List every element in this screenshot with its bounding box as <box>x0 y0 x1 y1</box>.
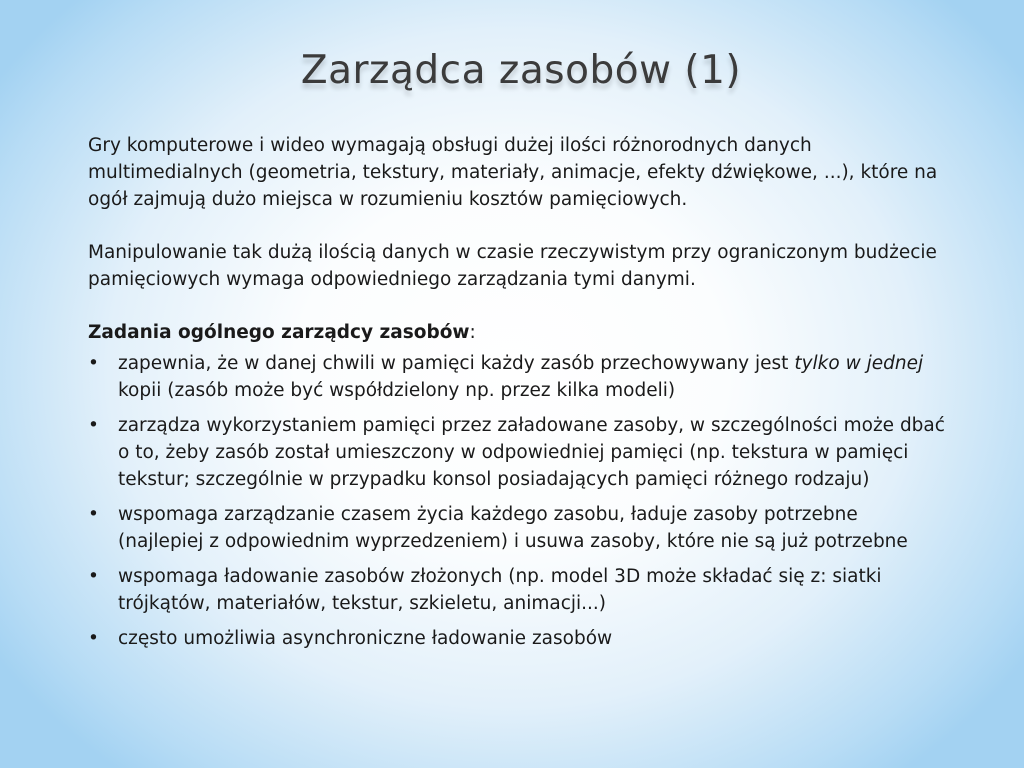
tasks-heading-text: Zadania ogólnego zarządcy zasobów <box>88 322 470 343</box>
intro-paragraph: Gry komputerowe i wideo wymagają obsługi dużej ilości różnorodnych danych multimedialnych (geometria, tekstury, materiały, animacje, efekty dźwiękowe, ...), które na ogół zajmują dużo miejsca w rozumieniu kosztów pamięciowych. <box>88 135 938 210</box>
list-item <box>88 350 948 404</box>
bullet-2-text: zarządza wykorzystaniem pamięci przez załadowane zasoby, w szczególności może dbać o to, żeby zasób został umieszczony w odpowiedniej pamięci (np. tekstura w pamięci tekstur; szczególnie w przypadku konsol posiadających pamięci różnego rodzaju) <box>118 415 945 490</box>
slide-content <box>88 132 948 660</box>
tasks-heading-colon: : <box>469 322 476 343</box>
bullet-5-text: często umożliwia asynchroniczne ładowanie zasobów <box>118 628 613 649</box>
slide-title: Zarządca zasobów (1) <box>300 48 742 93</box>
memory-paragraph: Manipulowanie tak dużą ilością danych w czasie rzeczywistym przy ograniczonym budżecie pamięciowych wymaga odpowiedniego zarządzania tymi danymi. <box>88 242 937 290</box>
bullet-1-text-end: kopii (zasób może być współdzielony np. przez kilka modeli) <box>118 380 676 401</box>
list-item <box>88 625 948 652</box>
bullet-icon: • <box>88 415 99 436</box>
tasks-heading <box>88 319 948 346</box>
bullet-1-emphasis: tylko w jednej <box>794 353 924 374</box>
bullet-4-text: wspomaga ładowanie zasobów złożonych (np. model 3D może składać się z: siatki trójkątów, materiałów, tekstur, szkieletu, animacji...) <box>118 566 882 614</box>
bullet-icon: • <box>88 353 99 374</box>
tasks-list <box>88 350 948 652</box>
bullet-3-text: wspomaga zarządzanie czasem życia każdego zasobu, ładuje zasoby potrzebne (najlepiej z odpowiednim wyprzedzeniem) i usuwa zasoby, które nie są już potrzebne <box>118 504 908 552</box>
bullet-icon: • <box>88 504 99 525</box>
list-item <box>88 501 948 555</box>
bullet-icon: • <box>88 628 99 649</box>
bullet-1-text-start: zapewnia, że w danej chwili w pamięci każdy zasób przechowywany jest <box>118 353 795 374</box>
list-item <box>88 563 948 617</box>
bullet-icon: • <box>88 566 99 587</box>
list-item <box>88 412 948 493</box>
